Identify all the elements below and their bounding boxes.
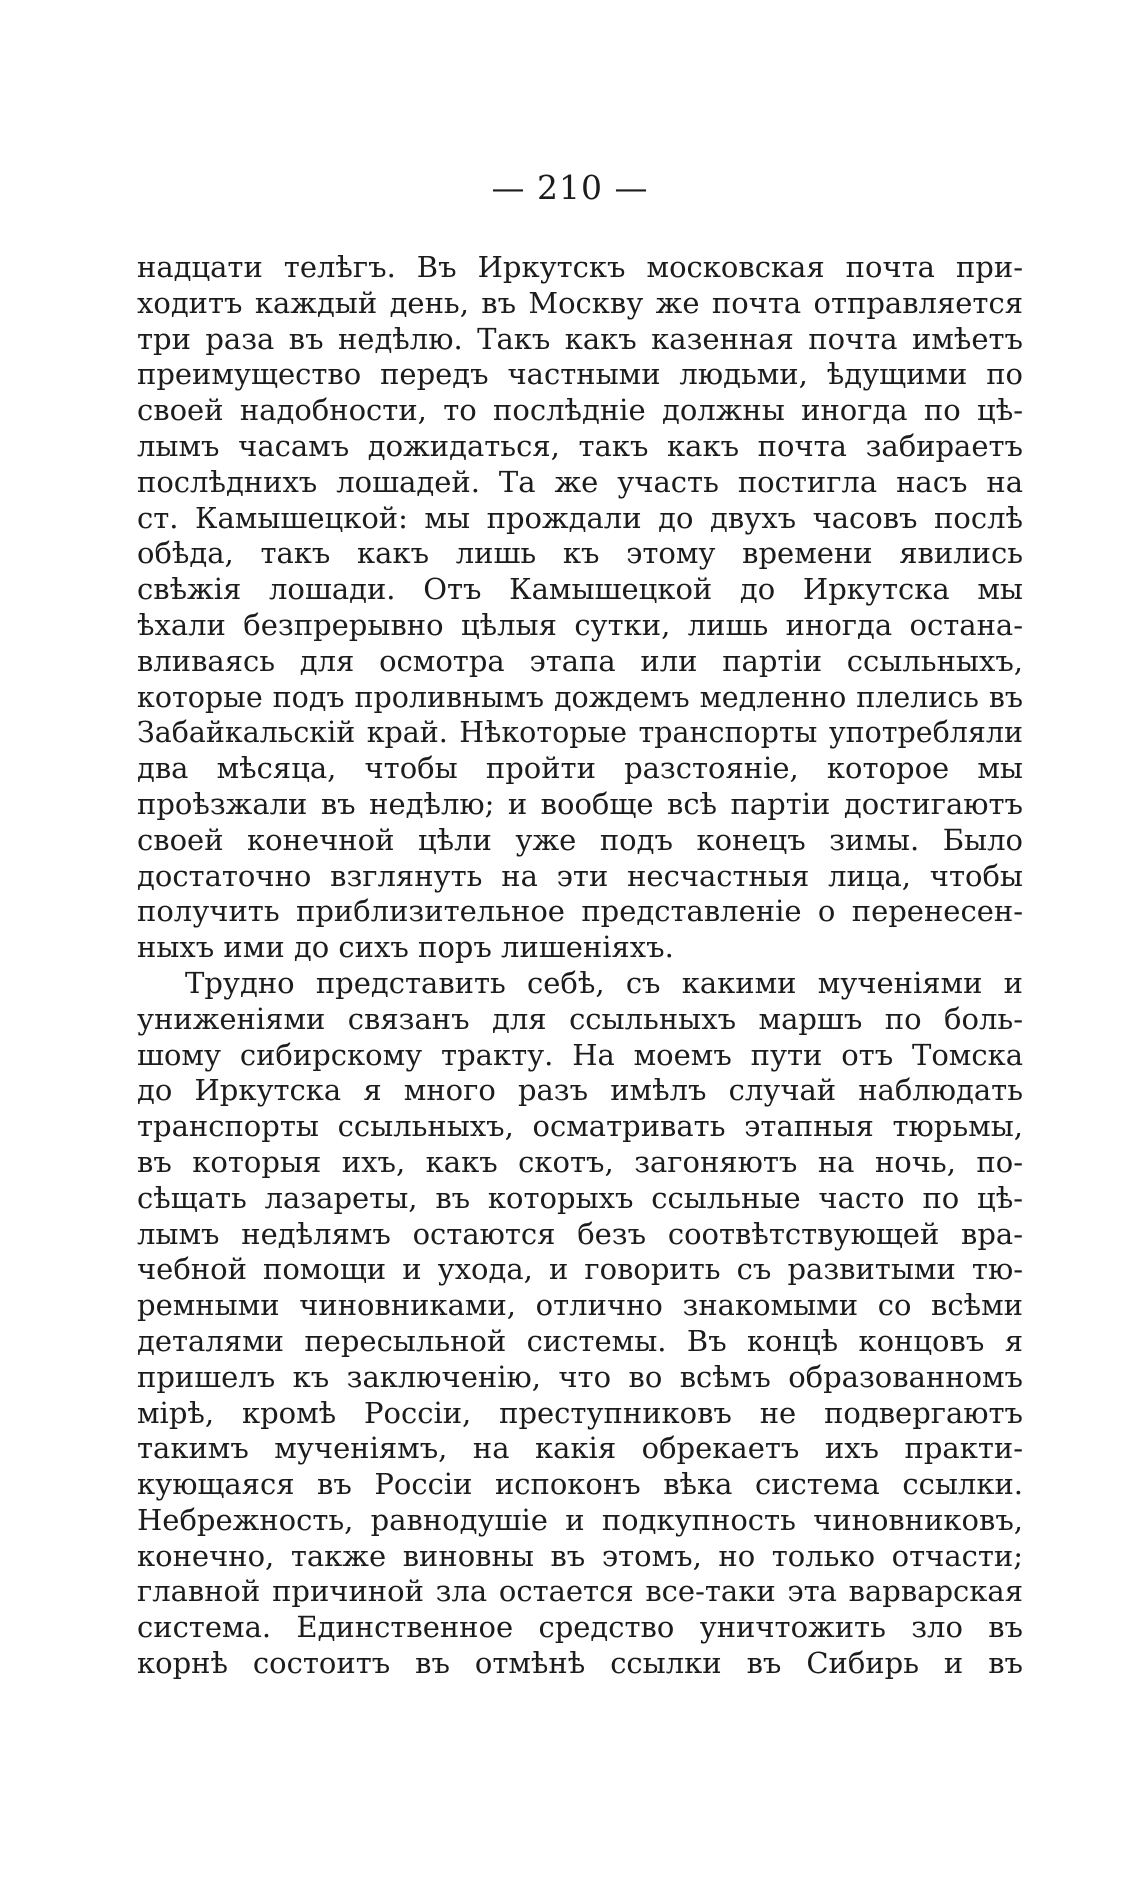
text-line: Трудно представить себѣ, съ какими мученіями и bbox=[185, 965, 1023, 1000]
text-line: ремными чиновниками, отлично знакомыми со всѣми bbox=[137, 1288, 1023, 1323]
paragraph-2 bbox=[137, 966, 1023, 1682]
text-line: ходитъ каждый день, въ Москву же почта отправляется bbox=[137, 285, 1023, 320]
text-line: лымъ недѣлямъ остаются безъ соотвѣтствующей вра- bbox=[137, 1216, 1023, 1251]
text-line: обѣда, такъ какъ лишь къ этому времени явились bbox=[137, 536, 1023, 571]
text-line: достаточно взглянуть на эти несчастныя лица, чтобы bbox=[137, 858, 1023, 893]
text-line: проѣзжали въ недѣлю; и вообще всѣ партіи достигаютъ bbox=[137, 786, 1023, 821]
text-line: корнѣ состоитъ въ отмѣнѣ ссылки въ Сибирь и въ bbox=[137, 1646, 1023, 1681]
text-line: униженіями связанъ для ссыльныхъ маршъ по боль- bbox=[137, 1001, 1023, 1036]
text-line: система. Единственное средство уничтожить зло въ bbox=[137, 1610, 1023, 1645]
text-line: сѣщать лазареты, въ которыхъ ссыльные часто по цѣ- bbox=[137, 1180, 1023, 1215]
text-line: преимущество передъ частными людьми, ѣдущими по bbox=[137, 357, 1023, 392]
text-line: свѣжія лошади. Отъ Камышецкой до Иркутска мы bbox=[137, 572, 1023, 607]
text-line: два мѣсяца, чтобы пройти разстояніе, которое мы bbox=[137, 751, 1023, 786]
text-line: конечно, также виновны въ этомъ, но только отчасти; bbox=[137, 1538, 1023, 1573]
body-text bbox=[137, 250, 1023, 1682]
text-line: вливаясь для осмотра этапа или партіи ссыльныхъ, bbox=[137, 643, 1023, 678]
text-line: такимъ мученіямъ, на какія обрекаетъ ихъ практи- bbox=[137, 1431, 1023, 1466]
text-line: главной причиной зла остается все-таки эта варварская bbox=[137, 1574, 1023, 1609]
text-line: кующаяся въ Россіи испоконъ вѣка система ссылки. bbox=[137, 1467, 1023, 1502]
text-line: чебной помощи и ухода, и говорить съ развитыми тю- bbox=[137, 1252, 1023, 1287]
text-line: надцати телѣгъ. Въ Иркутскъ московская почта при- bbox=[137, 250, 1023, 284]
text-line: три раза въ недѣлю. Такъ какъ казенная почта имѣетъ bbox=[137, 321, 1023, 356]
text-line: до Иркутска я много разъ имѣлъ случай наблюдать bbox=[137, 1073, 1023, 1108]
text-line: Забайкальскій край. Нѣкоторые транспорты употребляли bbox=[137, 716, 1023, 750]
text-line: своей конечной цѣли уже подъ конецъ зимы. Было bbox=[137, 822, 1023, 857]
text-line: ѣхали безпрерывно цѣлыя сутки, лишь иногда остана- bbox=[137, 607, 1023, 642]
text-line: транспорты ссыльныхъ, осматривать этапныя тюрьмы, bbox=[137, 1109, 1023, 1144]
text-line: ст. Камышецкой: мы прождали до двухъ часовъ послѣ bbox=[137, 500, 1023, 535]
page-number: — 210 — bbox=[491, 168, 649, 207]
text-line: своей надобности, то послѣдніе должны иногда по цѣ- bbox=[137, 393, 1023, 428]
text-line: послѣднихъ лошадей. Та же участь постигла насъ на bbox=[137, 464, 1023, 499]
text-line: которые подъ проливнымъ дождемъ медленно плелись въ bbox=[137, 680, 1023, 714]
text-line: получить приблизительное представленіе о перенесен- bbox=[137, 894, 1023, 929]
text-line: ныхъ ими до сихъ поръ лишеніяхъ. bbox=[137, 930, 674, 965]
text-line: деталями пересыльной системы. Въ концѣ концовъ я bbox=[137, 1323, 1023, 1358]
paragraph-1 bbox=[137, 250, 1023, 966]
text-line: пришелъ къ заключенію, что во всѣмъ образованномъ bbox=[137, 1359, 1023, 1394]
text-line: шому сибирскому тракту. На моемъ пути отъ Томска bbox=[137, 1037, 1023, 1072]
text-line: Небрежность, равнодушіе и подкупность чиновниковъ, bbox=[137, 1502, 1023, 1537]
text-line: въ которыя ихъ, какъ скотъ, загоняютъ на ночь, по- bbox=[137, 1144, 1023, 1179]
text-line: лымъ часамъ дожидаться, такъ какъ почта забираетъ bbox=[137, 428, 1023, 463]
text-line: мірѣ, кромѣ Россіи, преступниковъ не подвергаютъ bbox=[137, 1395, 1023, 1430]
